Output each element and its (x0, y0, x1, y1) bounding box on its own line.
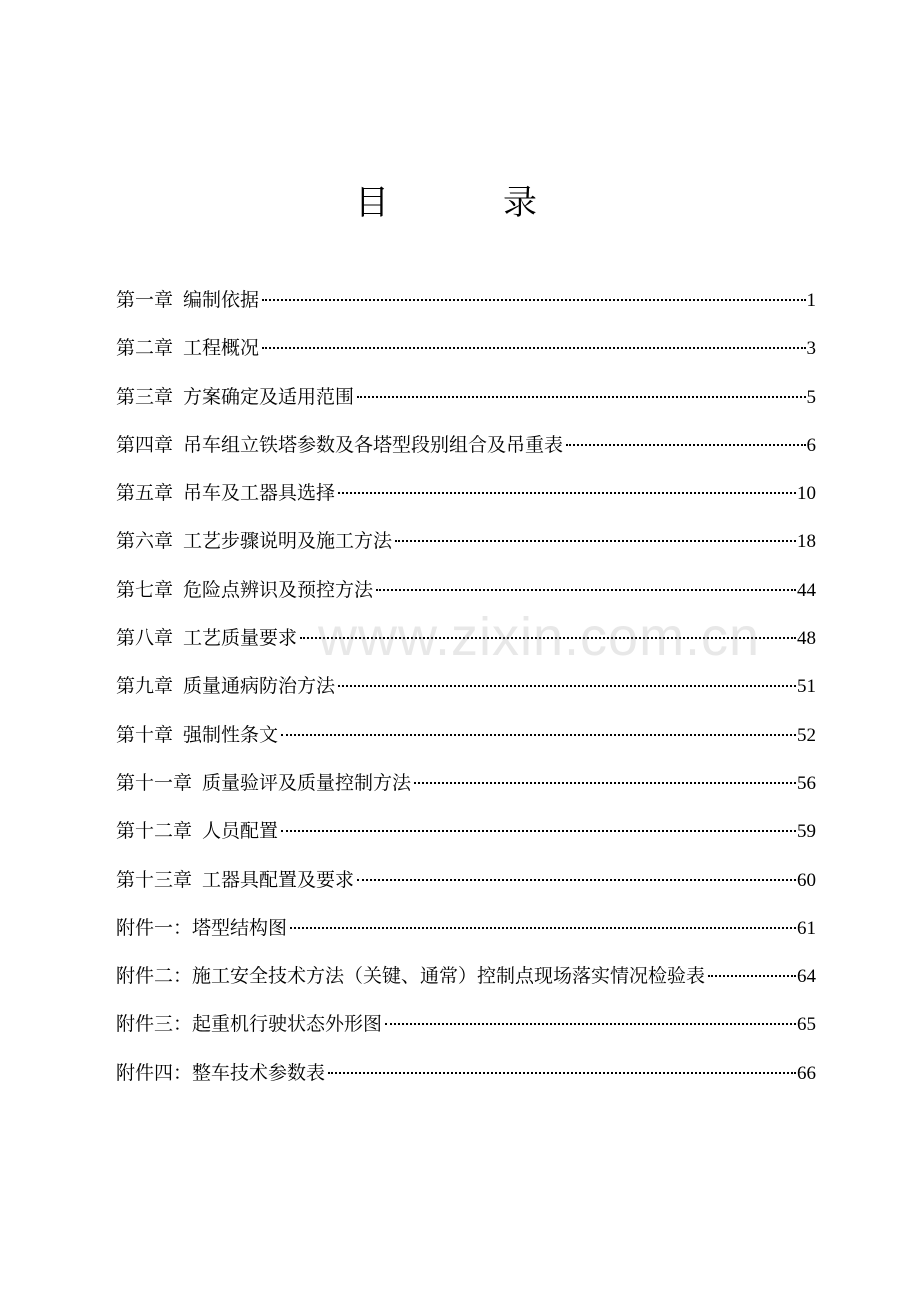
toc-entry-text: 整车技术参数表 (192, 1061, 326, 1084)
toc-entry-label (116, 1055, 325, 1091)
toc-page-number: 52 (797, 724, 816, 746)
toc-entry-prefix: 第十三章 (116, 868, 193, 891)
toc-page-number: 44 (797, 579, 816, 601)
toc-entry[interactable] (116, 1006, 816, 1054)
toc-page-number: 60 (797, 869, 816, 891)
dot-leader (708, 975, 796, 977)
toc-entry[interactable] (116, 379, 816, 427)
toc-entry-text: 强制性条文 (183, 723, 279, 746)
toc-entry-prefix: 附件一： (116, 916, 193, 939)
dot-leader (290, 927, 796, 929)
toc-page-number: 64 (797, 966, 816, 988)
toc-entry-prefix: 第八章 (116, 627, 174, 650)
toc-entry-text: 质量通病防治方法 (183, 675, 336, 698)
toc-entry[interactable] (116, 282, 816, 330)
toc-entry-label (116, 282, 259, 318)
toc-entry-prefix: 第七章 (116, 578, 174, 601)
toc-entry-prefix: 第四章 (116, 433, 174, 456)
toc-page-number: 61 (797, 917, 816, 939)
toc-entry-text: 工器具配置及要求 (202, 868, 355, 891)
toc-entry-prefix: 第三章 (116, 385, 174, 408)
toc-entry[interactable] (116, 475, 816, 523)
dot-leader (376, 589, 796, 591)
dot-leader (300, 637, 796, 639)
page-title: 目 录 (355, 183, 577, 223)
toc-entry-text: 吊车组立铁塔参数及各塔型段别组合及吊重表 (183, 433, 564, 456)
toc-entry-label (116, 330, 259, 366)
dot-leader (328, 1072, 796, 1074)
toc-entry-prefix: 第十二章 (116, 820, 193, 843)
toc-entry-label (116, 475, 335, 511)
toc-entry-text: 编制依据 (183, 289, 260, 311)
dot-leader (281, 830, 796, 832)
toc-entry[interactable] (116, 862, 816, 910)
toc-entry-text: 工程概况 (183, 337, 260, 360)
toc-page-number: 65 (797, 1014, 816, 1036)
toc-entry-text: 塔型结构图 (192, 916, 288, 939)
toc-entry-text: 质量验评及质量控制方法 (202, 771, 412, 794)
toc-entry-prefix: 第十一章 (116, 771, 193, 794)
dot-leader (385, 1023, 796, 1025)
toc-entry-label (116, 427, 563, 463)
toc-entry-label (116, 620, 297, 656)
toc-page-number: 3 (806, 338, 816, 360)
toc-entry-prefix: 第十章 (116, 723, 174, 746)
toc-entry-prefix: 第九章 (116, 675, 174, 698)
toc-page-number: 56 (797, 772, 816, 794)
toc-entry-prefix: 附件二： (116, 965, 193, 988)
table-of-contents (116, 282, 816, 1103)
toc-entry-prefix: 第六章 (116, 530, 174, 553)
toc-entry-text: 方案确定及适用范围 (183, 385, 355, 408)
toc-entry[interactable] (116, 958, 816, 1006)
toc-entry-prefix: 第五章 (116, 482, 174, 505)
toc-entry[interactable] (116, 620, 816, 668)
toc-entry[interactable] (116, 1055, 816, 1103)
dot-leader (338, 492, 796, 494)
toc-entry-label (116, 379, 354, 415)
toc-entry[interactable] (116, 910, 816, 958)
dot-leader (338, 685, 796, 687)
toc-page-number: 10 (797, 483, 816, 505)
toc-page-number: 6 (806, 434, 816, 456)
toc-entry-label (116, 523, 392, 559)
toc-entry[interactable] (116, 427, 816, 475)
toc-page-number: 66 (797, 1062, 816, 1084)
toc-entry-label (116, 813, 278, 849)
watermark: www.zixin.com.cn (318, 607, 761, 667)
toc-entry-prefix: 附件四： (116, 1061, 193, 1084)
toc-entry-label (116, 862, 354, 898)
toc-entry-label (116, 717, 278, 753)
toc-entry-label (116, 572, 373, 608)
toc-page-number: 5 (806, 386, 816, 408)
toc-entry-text: 施工安全技术方法（关键、通常）控制点现场落实情况检验表 (192, 965, 706, 988)
toc-entry-label (116, 910, 287, 946)
toc-entry[interactable] (116, 330, 816, 378)
toc-entry-text: 工艺步骤说明及施工方法 (183, 530, 393, 553)
toc-entry[interactable] (116, 572, 816, 620)
dot-leader (395, 540, 796, 542)
toc-entry-prefix: 第一章 (116, 289, 174, 311)
toc-entry-text: 工艺质量要求 (183, 627, 298, 650)
toc-entry-text: 人员配置 (202, 820, 279, 843)
toc-page-number: 59 (797, 821, 816, 843)
toc-entry[interactable] (116, 523, 816, 571)
toc-entry-text: 危险点辨识及预控方法 (183, 578, 374, 601)
toc-entry-label (116, 1006, 382, 1042)
toc-entry[interactable] (116, 813, 816, 861)
toc-entry[interactable] (116, 668, 816, 716)
toc-entry-prefix: 附件三： (116, 1013, 193, 1036)
dot-leader (357, 396, 805, 398)
toc-entry[interactable] (116, 717, 816, 765)
dot-leader (414, 782, 796, 784)
dot-leader (566, 444, 805, 446)
dot-leader (262, 299, 805, 301)
toc-entry-text: 起重机行驶状态外形图 (192, 1013, 383, 1036)
toc-entry-label (116, 765, 411, 801)
dot-leader (281, 734, 796, 736)
toc-entry-label (116, 668, 335, 704)
dot-leader (262, 347, 805, 349)
dot-leader (357, 879, 796, 881)
toc-entry-label (116, 958, 705, 994)
toc-entry[interactable] (116, 765, 816, 813)
toc-entry-text: 吊车及工器具选择 (183, 482, 336, 505)
toc-page-number: 51 (797, 676, 816, 698)
toc-page-number: 18 (797, 531, 816, 553)
toc-page-number: 48 (797, 628, 816, 650)
toc-page-number: 1 (806, 290, 816, 311)
toc-entry-prefix: 第二章 (116, 337, 174, 360)
